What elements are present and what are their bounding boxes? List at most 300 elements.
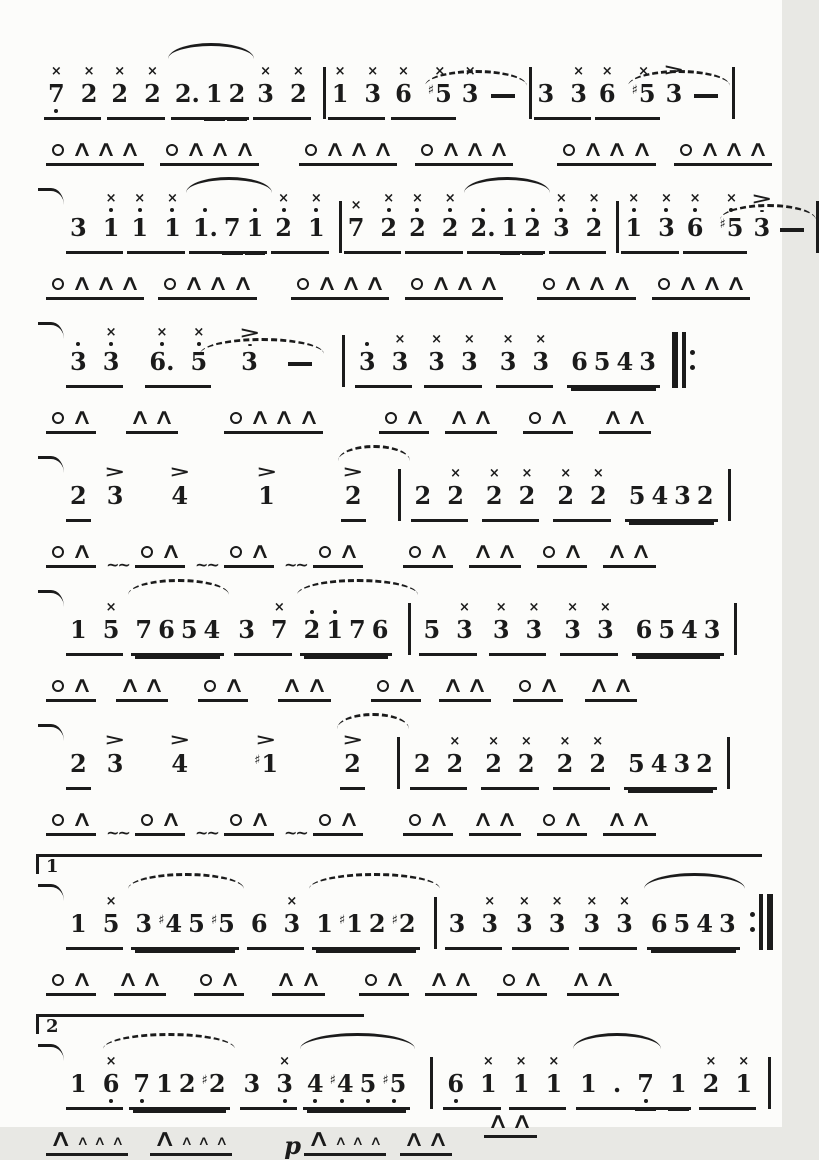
note-token [193, 191, 218, 249]
note-group [481, 727, 538, 790]
note-number: 5 [628, 481, 646, 510]
circle-mark [377, 680, 389, 692]
octave-dot-above [314, 208, 318, 212]
caret-mark: ∧ [71, 967, 93, 992]
note-number: 2 [696, 481, 714, 510]
caret-mark: ∧ [395, 673, 418, 698]
note-marks-above [342, 459, 364, 483]
caret-mark: ∧ [75, 1134, 89, 1149]
caret-mark: ∧ [183, 271, 206, 296]
accent-mark: > [169, 730, 191, 749]
breath-group [135, 807, 185, 836]
breath-group [379, 405, 429, 434]
sharp-sign: ♯ [427, 83, 435, 98]
note-number: 3 [106, 481, 124, 510]
note-token [169, 727, 191, 785]
note-token [364, 57, 381, 115]
note-number: 3 [448, 909, 466, 938]
caret-mark: ∧ [337, 807, 360, 832]
note-group [445, 887, 502, 950]
note-marks-above [167, 191, 178, 215]
bar-line [434, 897, 437, 949]
rest-dash-wrap [780, 208, 804, 254]
note-number: 2 [289, 79, 307, 108]
octave-dot-above [531, 208, 535, 212]
breath-group [194, 967, 244, 996]
note-number: 3 [238, 615, 255, 644]
bar-line [728, 469, 731, 521]
caret-mark: ∧ [626, 405, 649, 430]
tie [38, 188, 64, 205]
note-token [206, 57, 223, 115]
note-number: 1 [70, 615, 87, 644]
x-mark: × [592, 466, 604, 481]
note-group [344, 191, 401, 254]
caret-mark: ∧ [71, 539, 93, 564]
note-group [145, 325, 211, 388]
note-group [699, 1047, 756, 1110]
octave-dot-above [109, 342, 113, 346]
note-token [179, 1047, 196, 1105]
note-number: 3 [257, 79, 274, 108]
note-number: 2 [111, 79, 129, 108]
note-token [111, 57, 128, 115]
wave-mark: ~~ [195, 823, 218, 842]
note-token [211, 887, 235, 945]
note-marks-above [106, 191, 117, 215]
circle-mark [52, 814, 64, 826]
x-mark: × [292, 64, 304, 79]
note-group [103, 727, 128, 790]
note-group [66, 325, 123, 388]
sharp-sign: ♯ [329, 1073, 336, 1088]
octave-dot-above [693, 208, 697, 212]
breath-row [44, 400, 756, 434]
x-mark: × [495, 600, 507, 615]
bar-line [727, 737, 730, 789]
note-group [579, 887, 636, 950]
note-marks-above [593, 459, 604, 483]
x-mark: × [397, 64, 409, 79]
x-mark: × [431, 332, 443, 347]
note-number: 3 [548, 909, 566, 938]
bar-line [408, 603, 411, 655]
note-token [380, 191, 397, 249]
caret-mark: ∧ [119, 271, 142, 296]
caret-mark: ∧ [297, 405, 320, 430]
circle-mark [230, 412, 242, 424]
note-number: 3 [658, 213, 675, 242]
caret-mark: ∧ [440, 137, 462, 162]
note-marks-above [445, 191, 456, 215]
caret-mark: ∧ [427, 967, 450, 992]
note-group [567, 325, 660, 388]
caret-mark: ∧ [606, 137, 629, 162]
note-group [405, 191, 462, 254]
note-group [66, 593, 123, 656]
sharp-sign: ♯ [631, 83, 638, 98]
note-number: 7 [135, 615, 153, 644]
caret-mark: ∧ [472, 807, 494, 832]
note-group [167, 727, 192, 790]
note-number: 1 [331, 79, 349, 108]
breath-group [599, 405, 651, 434]
note-number: 4 [306, 1069, 324, 1098]
caret-mark: ∧ [273, 405, 296, 430]
x-mark: × [484, 894, 496, 909]
breath-group [425, 967, 477, 996]
note-token [486, 459, 503, 517]
caret-mark: ∧ [351, 1134, 365, 1149]
note-token [589, 727, 606, 785]
x-mark: × [286, 894, 298, 909]
note-token [658, 191, 675, 249]
note-group [66, 727, 91, 790]
sharp-sign: ♯ [210, 913, 218, 928]
note-token [349, 593, 366, 651]
notes-row [44, 720, 756, 790]
rest-dash-wrap [288, 342, 312, 388]
x-mark: × [619, 894, 630, 909]
note-token [190, 325, 207, 383]
breath-group [557, 137, 655, 166]
breath-group [445, 405, 497, 434]
note-token [330, 1047, 354, 1105]
note-group [247, 887, 304, 950]
accent-mark: > [255, 730, 277, 749]
notes-row [44, 452, 756, 522]
note-number: 2 [589, 749, 607, 778]
note-number: ♯4 [329, 1069, 354, 1098]
caret-mark: ∧ [538, 673, 560, 698]
note-number: 1 [164, 213, 181, 242]
x-mark: × [488, 734, 500, 749]
breath-group [224, 807, 274, 836]
caret-mark: ∧ [71, 807, 93, 832]
x-mark: × [147, 64, 158, 79]
note-number: 4 [651, 481, 669, 510]
x-mark: × [463, 332, 475, 347]
caret-mark: ∧ [368, 1134, 382, 1149]
x-mark: × [449, 734, 461, 749]
note-group [512, 887, 569, 950]
x-mark: × [105, 191, 117, 206]
x-mark: × [279, 1054, 291, 1069]
note-token [513, 1047, 530, 1105]
accent-mark: > [238, 323, 261, 342]
note-token [144, 57, 161, 115]
note-group [391, 57, 456, 120]
caret-mark: ∧ [129, 405, 152, 430]
note-token [392, 325, 409, 383]
caret-mark: ∧ [428, 807, 450, 832]
breath-group [469, 807, 521, 836]
caret-mark: ∧ [454, 271, 477, 296]
caret-mark: ∧ [427, 1127, 450, 1152]
note-number: 6 [395, 79, 412, 108]
breath-group [371, 673, 421, 702]
note-token [392, 887, 416, 945]
note-number: 4 [696, 909, 713, 938]
note-group [271, 191, 328, 254]
breath-group [46, 673, 96, 702]
x-mark: × [260, 64, 272, 79]
sharp-sign: ♯ [719, 217, 726, 232]
note-token [583, 887, 600, 945]
caret-mark: ∧ [466, 673, 488, 698]
note-number: 1 [205, 79, 223, 108]
note-number: ♯2 [201, 1069, 226, 1098]
x-mark: × [660, 191, 672, 206]
x-mark: × [434, 64, 446, 79]
note-number: 3 [358, 347, 376, 376]
note-marks-above [481, 191, 485, 215]
breath-row [44, 668, 756, 702]
caret-mark: ∧ [141, 967, 164, 992]
octave-dot-above [387, 208, 391, 212]
dynamic-p: p [284, 1131, 302, 1160]
note-number: 3 [596, 615, 614, 644]
caret-mark: ∧ [209, 137, 232, 162]
note-marks-above [394, 325, 405, 349]
note-token [359, 325, 376, 383]
caret-mark: ∧ [93, 1134, 107, 1149]
note-number: 2 [517, 749, 535, 778]
octave-dot-below [109, 1099, 113, 1103]
note-number: 3 [241, 347, 258, 376]
note-number: 7 [349, 615, 366, 644]
breath-group [523, 405, 573, 434]
caret-mark: ∧ [219, 967, 242, 992]
note-token [276, 1047, 293, 1105]
bar-line [732, 67, 735, 119]
circle-mark [319, 814, 331, 826]
note-token [553, 191, 570, 249]
circle-mark [52, 144, 64, 156]
caret-mark: ∧ [364, 271, 386, 296]
note-marks-above [531, 191, 535, 215]
volta-label: 2 [46, 1016, 59, 1037]
slur [200, 338, 324, 354]
note-number: 2 [518, 481, 536, 510]
note-group [467, 191, 545, 254]
note-number: ♯5 [631, 79, 656, 108]
note-marks-above [602, 57, 613, 81]
note-token [70, 887, 87, 945]
tie [38, 322, 64, 339]
note-number: 4 [650, 749, 668, 778]
note-token [307, 1047, 324, 1105]
caret-mark: ∧ [119, 673, 142, 698]
note-marks-above [483, 1047, 494, 1071]
note-token [617, 325, 634, 383]
note-number: 3 [499, 347, 517, 376]
breath-group [403, 807, 453, 836]
note-group [489, 593, 546, 656]
note-number: 3 [391, 347, 409, 376]
note-token [651, 887, 668, 945]
note-marks-above [134, 191, 145, 215]
note-group [254, 459, 279, 522]
note-token [651, 459, 668, 517]
x-mark: × [528, 600, 540, 615]
note-token [629, 459, 646, 517]
octave-dot-above [76, 342, 80, 346]
caret-mark: ∧ [71, 673, 93, 698]
note-token [524, 191, 541, 249]
note-token [586, 191, 603, 249]
note-token [224, 191, 241, 249]
note-token [382, 1047, 406, 1105]
note-group [66, 191, 123, 254]
note-number: 7 [637, 1069, 654, 1098]
wave-mark: ~~ [195, 555, 218, 574]
note-token [169, 459, 191, 517]
note-token [462, 57, 479, 115]
caret-mark: ∧ [160, 807, 182, 832]
rest-dash [694, 94, 718, 98]
caret-mark: ∧ [588, 673, 611, 698]
caret-mark: ∧ [71, 137, 93, 162]
note-number: 2 [70, 749, 87, 778]
note-number: 5 [673, 909, 691, 938]
x-mark: × [383, 191, 395, 206]
octave-dot-below [366, 1099, 370, 1103]
note-number: ♯5 [210, 909, 235, 938]
note-token [632, 57, 656, 115]
note-token [485, 727, 502, 785]
note-token [255, 459, 278, 517]
caret-mark: ∧ [562, 807, 585, 832]
note-token [395, 57, 412, 115]
note-number: 7 [270, 615, 288, 644]
note-token [719, 887, 736, 945]
note-token [628, 727, 645, 785]
x-mark: × [520, 734, 532, 749]
circle-mark [52, 412, 64, 424]
note-marks-below [283, 1097, 287, 1105]
note-token [135, 887, 152, 945]
note-token [696, 727, 713, 785]
note-token [332, 57, 349, 115]
note-number: 3 [564, 615, 581, 644]
note-number: 1 [70, 1069, 87, 1098]
note-token [580, 1047, 597, 1105]
note-number: 2 [524, 213, 541, 242]
caret-mark: ∧ [233, 137, 256, 162]
note-token [156, 1047, 173, 1105]
breath-row [44, 962, 756, 996]
note-marks-above [351, 191, 362, 215]
octave-dot-above [170, 208, 174, 212]
note-number: ♯5 [382, 1069, 407, 1098]
breath-group [46, 137, 144, 166]
note-number: 1 [307, 213, 325, 242]
note-token [449, 887, 466, 945]
caret-mark: ∧ [487, 1109, 510, 1134]
circle-mark [563, 144, 575, 156]
breath-group [537, 539, 587, 568]
tie [38, 456, 64, 473]
caret-mark: ∧ [700, 271, 723, 296]
octave-dot-above [481, 208, 485, 212]
note-token [557, 727, 574, 785]
note-number: 2 [275, 213, 292, 242]
note-marks-above [573, 57, 584, 81]
bar-line [397, 737, 400, 789]
note-number: 6 [598, 79, 616, 108]
x-mark: × [599, 600, 611, 615]
note-group [312, 887, 419, 950]
note-marks-above [552, 887, 563, 911]
bar-line [734, 603, 737, 655]
note-number: 3 [583, 909, 601, 938]
note-token [238, 323, 261, 383]
note-token [304, 593, 321, 651]
note-token [326, 593, 343, 651]
note-number: 1 [70, 909, 87, 938]
note-token [308, 191, 325, 249]
note-number: 4 [171, 481, 189, 510]
note-group [576, 1047, 690, 1110]
note-number: 1 [156, 1069, 173, 1098]
caret-mark: ∧ [207, 271, 230, 296]
note-token [104, 459, 126, 517]
note-token [703, 1047, 720, 1105]
caret-mark: ∧ [562, 539, 585, 564]
sharp-sign: ♯ [382, 1073, 389, 1088]
note-number: 5 [359, 1069, 377, 1098]
circle-mark [319, 546, 331, 558]
accent-mark: > [169, 462, 191, 481]
caret-mark: ∧ [339, 271, 362, 296]
caret-mark: ∧ [337, 539, 360, 564]
note-group [647, 887, 740, 950]
caret-mark: ∧ [48, 1124, 73, 1152]
note-token [348, 191, 365, 249]
breath-group [272, 967, 324, 996]
note-marks-above [592, 727, 603, 751]
note-token [103, 1047, 120, 1105]
octave-dot-above [109, 208, 113, 212]
caret-mark: ∧ [347, 137, 370, 162]
note-token [447, 1047, 464, 1105]
note-number: 4 [171, 749, 189, 778]
note-number: ♯5 [427, 79, 452, 108]
note-token [493, 593, 510, 651]
circle-mark [529, 412, 541, 424]
note-number: ♯1 [254, 749, 279, 778]
note-token [516, 887, 533, 945]
note-marks-below [454, 1097, 458, 1105]
x-mark: × [555, 191, 567, 206]
note-marks-above [156, 325, 167, 349]
note-token [697, 459, 714, 517]
caret-mark: ∧ [464, 137, 487, 162]
note-marks-above [548, 1047, 559, 1071]
note-group [167, 459, 192, 522]
note-token [238, 593, 255, 651]
system-4 [44, 452, 756, 574]
note-number: 2 [485, 481, 503, 510]
system-5 [44, 586, 756, 702]
x-mark: × [705, 1054, 717, 1069]
caret-mark: ∧ [548, 405, 570, 430]
note-marks-above [484, 887, 495, 911]
note-marks-above [335, 57, 346, 81]
note-number: ♯2 [391, 909, 416, 938]
caret-mark: ∧ [215, 1134, 228, 1149]
